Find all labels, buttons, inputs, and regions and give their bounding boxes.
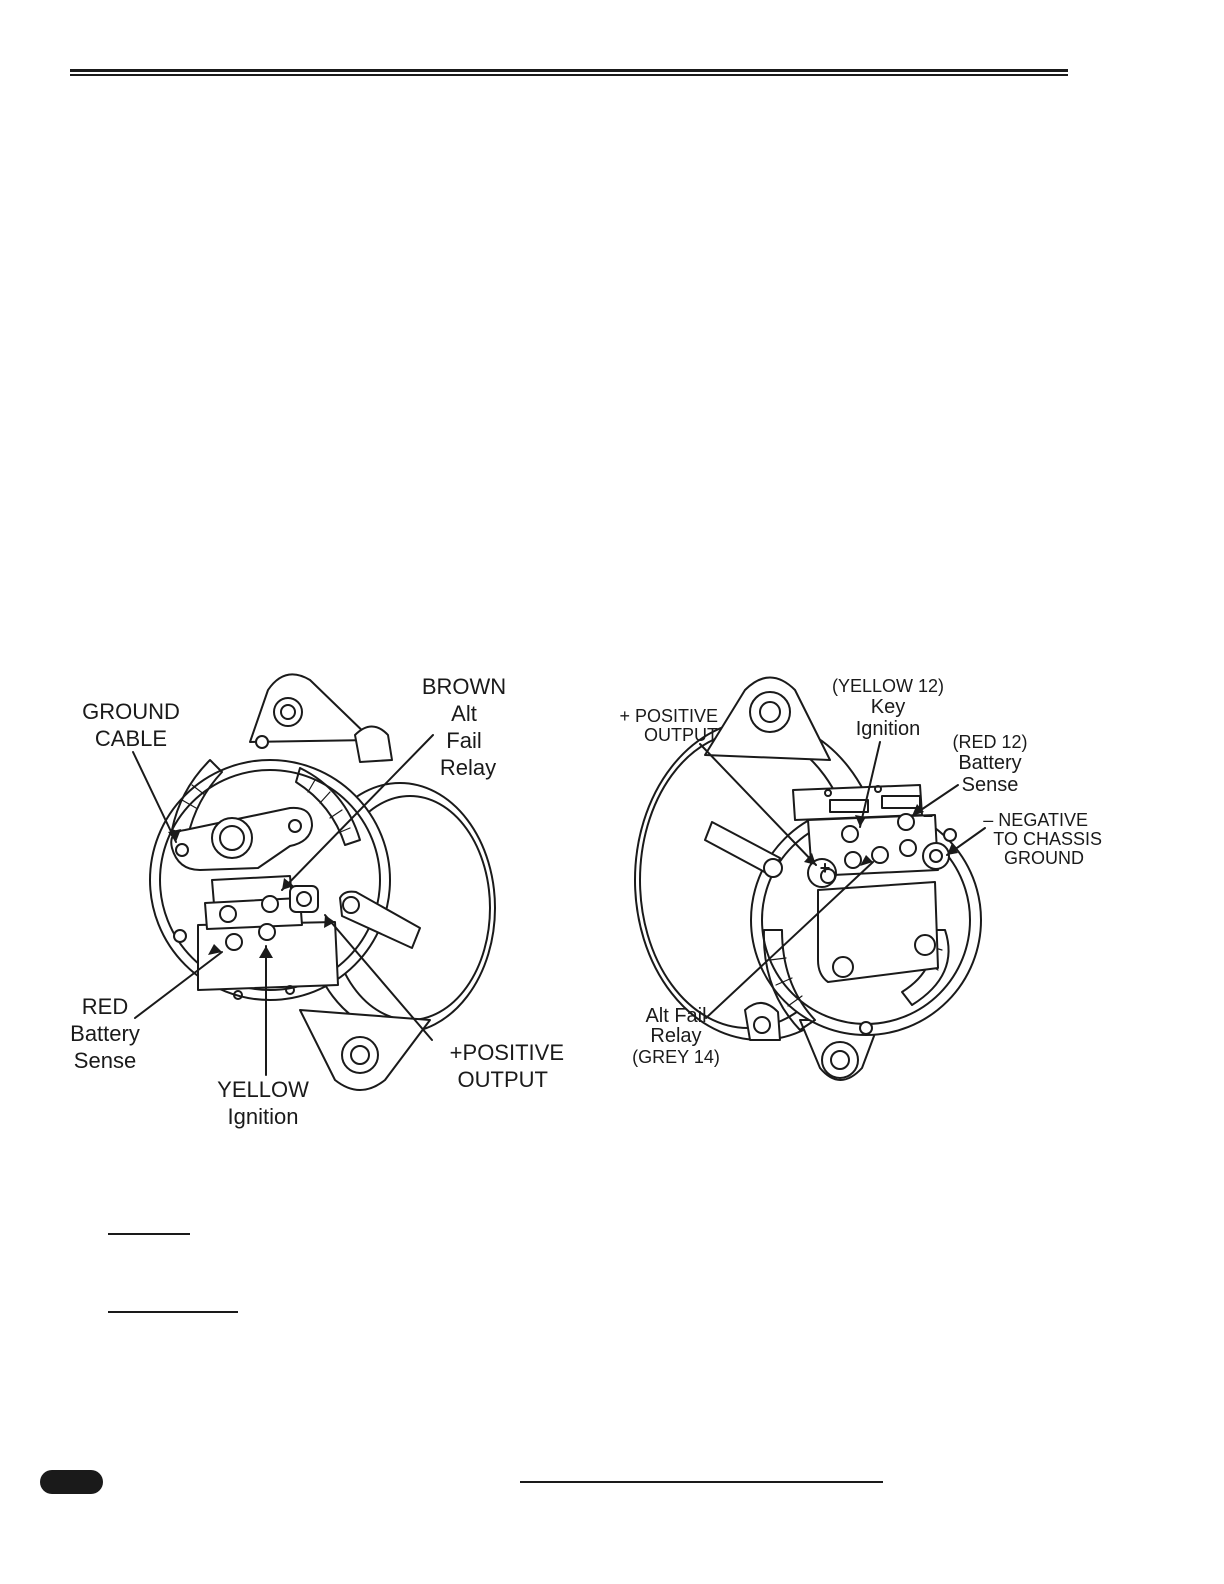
label-negative-chassis-ground: – NEGATIVE TO CHASSIS GROUND bbox=[983, 810, 1102, 868]
label-positive-output-right: + POSITIVE OUTPUT bbox=[619, 706, 718, 745]
label-red-battery-sense: RED Battery Sense bbox=[70, 994, 140, 1073]
label-key-ignition: (YELLOW 12) Key Ignition bbox=[831, 676, 945, 740]
label-alt-fail-relay: Alt Fail Relay (GREY 14) bbox=[632, 1005, 720, 1067]
label-yellow-ignition: YELLOW Ignition bbox=[217, 1077, 309, 1129]
page-number-tab bbox=[40, 1470, 103, 1494]
terminal-plus-mark: + bbox=[819, 858, 831, 878]
label-battery-sense: (RED 12) Battery Sense bbox=[952, 732, 1028, 796]
label-brown-alt-fail-relay: BROWN Alt Fail Relay bbox=[421, 674, 507, 780]
heading-underline-2 bbox=[108, 1311, 238, 1313]
label-ground-cable: GROUND CABLE bbox=[82, 699, 180, 751]
heading-underline-1 bbox=[108, 1233, 190, 1235]
terminal-minus-mark: – bbox=[922, 805, 933, 825]
footer-rule bbox=[520, 1481, 883, 1483]
label-positive-output-left: +POSITIVE OUTPUT bbox=[449, 1040, 564, 1092]
